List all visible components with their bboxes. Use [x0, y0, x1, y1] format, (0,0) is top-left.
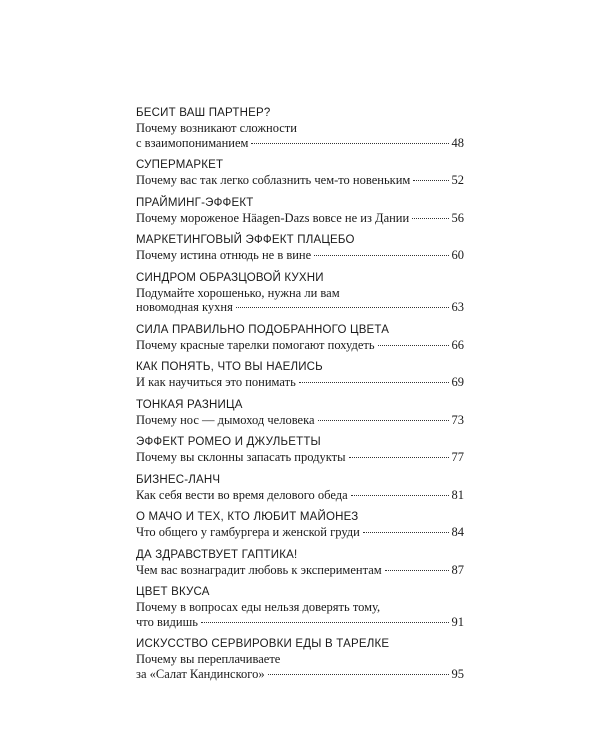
dot-leader — [363, 532, 449, 533]
toc-entry[interactable] — [136, 158, 464, 188]
toc-entry[interactable] — [136, 360, 464, 390]
toc-entry[interactable] — [136, 398, 464, 428]
toc-entry-title: КАК ПОНЯТЬ, ЧТО ВЫ НАЕЛИСЬ — [136, 361, 323, 373]
dot-leader — [314, 255, 448, 256]
dot-leader — [318, 420, 449, 421]
toc-entry-title: ЭФФЕКТ РОМЕО И ДЖУЛЬЕТТЫ — [136, 436, 321, 448]
page-number: 60 — [451, 248, 464, 262]
toc-entry-last-line — [136, 338, 464, 353]
page-number: 63 — [451, 300, 464, 314]
toc-entry-title: БЕСИТ ВАШ ПАРТНЕР? — [136, 107, 271, 119]
page-number: 73 — [451, 412, 464, 427]
toc-entry[interactable] — [136, 585, 464, 629]
toc-entry-subtitle: И как научиться это понимать — [136, 375, 296, 389]
dot-leader — [201, 622, 449, 623]
toc-entry-last-line — [136, 563, 464, 578]
dot-leader — [268, 674, 449, 675]
toc-entry[interactable] — [136, 106, 464, 150]
toc-entry-last-line — [136, 413, 464, 428]
dot-leader — [351, 495, 449, 496]
toc-entry-subtitle: Почему красные тарелки помогают похудеть — [136, 337, 375, 352]
toc-entry-last-line — [136, 300, 464, 315]
toc-entry-title: ЦВЕТ ВКУСА — [136, 586, 210, 598]
toc-entry[interactable] — [136, 196, 464, 226]
dot-leader — [412, 218, 448, 219]
toc-entry-last-line — [136, 667, 464, 682]
toc-entry-subtitle: Почему возникают сложности — [136, 121, 297, 135]
page-number: 87 — [451, 562, 464, 577]
toc-entry-title: СИЛА ПРАВИЛЬНО ПОДОБРАННОГО ЦВЕТА — [136, 323, 390, 336]
toc-entry-subtitle: за «Салат Кандинского» — [136, 666, 265, 681]
toc-entry-subtitle: Почему вы переплачиваете — [136, 652, 281, 666]
toc-entry[interactable] — [136, 233, 464, 263]
toc-entry-subtitle: Подумайте хорошенько, нужна ли вам — [136, 285, 340, 300]
toc-entry[interactable] — [136, 271, 464, 315]
toc-entry-last-line — [136, 450, 464, 465]
page-number: 56 — [451, 210, 464, 225]
page-number: 69 — [451, 375, 464, 389]
toc-entry-subtitle: Почему истина отнюдь не в вине — [136, 248, 312, 262]
toc-entry-title: СИНДРОМ ОБРАЗЦОВОЙ КУХНИ — [136, 271, 324, 284]
toc-entry-last-line — [136, 615, 464, 630]
dot-leader — [299, 382, 449, 383]
page-number: 84 — [451, 525, 464, 539]
toc-entry-subtitle: Почему мороженое Häagen-Dazs вовсе не из Дании — [136, 210, 410, 225]
page-number: 48 — [451, 135, 464, 150]
toc-entry-last-line — [136, 248, 464, 263]
toc-entry-title: МАРКЕТИНГОВЫЙ ЭФФЕКТ ПЛАЦЕБО — [136, 234, 355, 246]
page-number: 95 — [451, 666, 464, 681]
toc-entry-last-line — [136, 136, 464, 151]
dot-leader — [236, 307, 449, 308]
toc-entry-subtitle: Почему вас так легко соблазнить чем-то новеньким — [136, 173, 411, 187]
toc-entry-last-line — [136, 211, 464, 226]
toc-entry-subtitle: Почему в вопросах еды нельзя доверять тому, — [136, 600, 381, 614]
page-number: 81 — [451, 487, 464, 502]
toc-entry-last-line — [136, 525, 464, 540]
toc-entry-subtitle: Чем вас вознаградит любовь к экспериментам — [136, 562, 382, 577]
toc-entry-title: СУПЕРМАРКЕТ — [136, 159, 224, 171]
toc-entry-subtitle: Что общего у гамбургера и женской груди — [136, 525, 360, 539]
dot-leader — [413, 180, 448, 181]
toc-entry[interactable] — [136, 548, 464, 578]
toc-entry-subtitle: что видишь — [136, 614, 198, 629]
toc-entry[interactable] — [136, 637, 464, 681]
toc-entry-last-line — [136, 488, 464, 503]
page-number: 52 — [451, 173, 464, 187]
dot-leader — [251, 143, 448, 144]
toc-entry-subtitle: Почему нос — дымоход человека — [136, 412, 315, 427]
toc-entry-title: О МАЧО И ТЕХ, КТО ЛЮБИТ МАЙОНЕЗ — [136, 511, 359, 523]
toc-entry-subtitle: Почему вы склонны запасать продукты — [136, 450, 346, 464]
page-number: 91 — [451, 614, 464, 629]
toc-entry[interactable] — [136, 510, 464, 540]
toc-entry[interactable] — [136, 323, 464, 353]
dot-leader — [349, 457, 449, 458]
toc-entry-title: ИСКУССТВО СЕРВИРОВКИ ЕДЫ В ТАРЕЛКЕ — [136, 638, 390, 650]
toc-entry-title: ТОНКАЯ РАЗНИЦА — [136, 398, 243, 411]
page-number: 77 — [451, 450, 464, 464]
toc-entry-title: ДА ЗДРАВСТВУЕТ ГАПТИКА! — [136, 548, 298, 561]
toc-entry-subtitle: Как себя вести во время делового обеда — [136, 487, 348, 502]
toc-entry-subtitle: с взаимопониманием — [136, 135, 249, 150]
dot-leader — [385, 570, 449, 571]
dot-leader — [378, 345, 449, 346]
page-number: 66 — [451, 337, 464, 352]
toc-entry-last-line — [136, 173, 464, 188]
table-of-contents — [136, 106, 464, 689]
toc-entry-title: БИЗНЕС-ЛАНЧ — [136, 473, 221, 486]
toc-entry-last-line — [136, 375, 464, 390]
toc-entry-title: ПРАЙМИНГ-ЭФФЕКТ — [136, 196, 254, 209]
toc-entry[interactable] — [136, 473, 464, 503]
toc-entry[interactable] — [136, 435, 464, 465]
toc-entry-subtitle: новомодная кухня — [136, 300, 233, 314]
